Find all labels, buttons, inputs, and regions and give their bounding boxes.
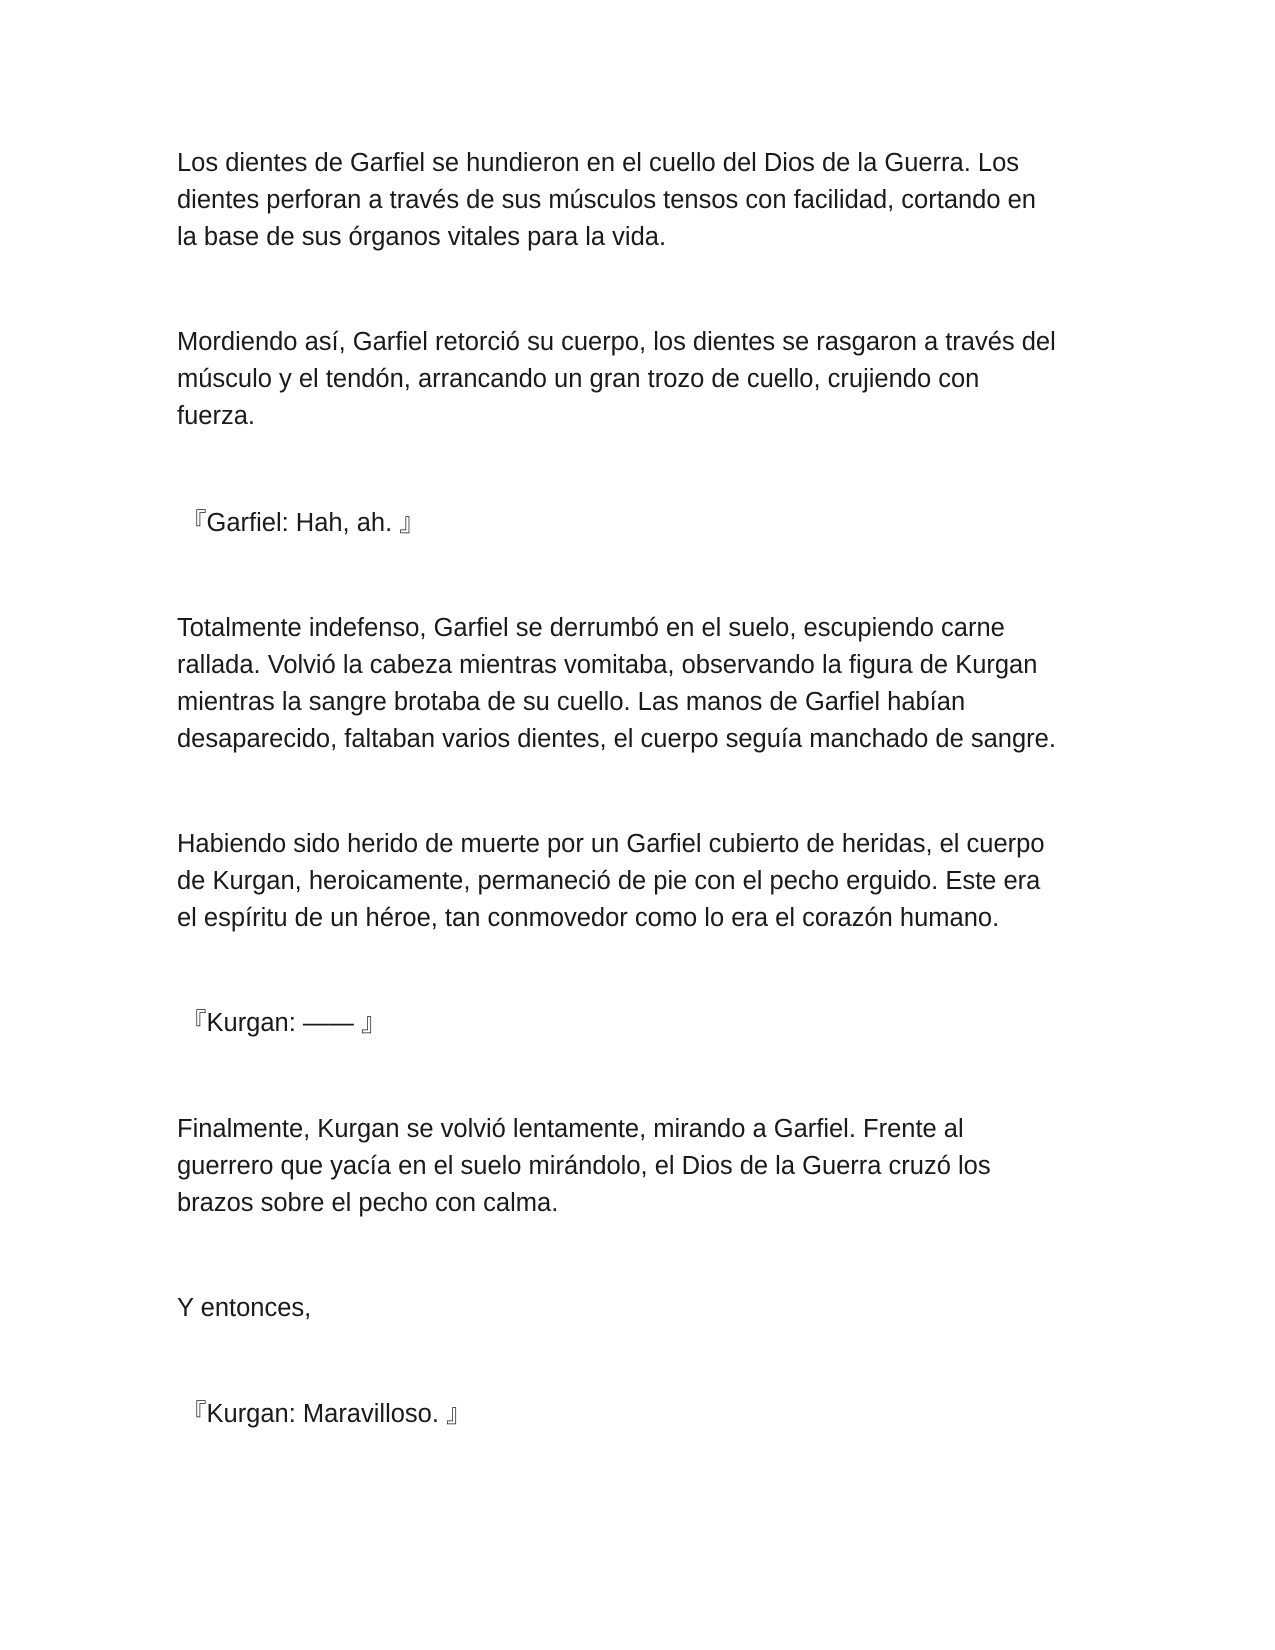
paragraph-4-line-4: desaparecido, faltaban varios dientes, el cuerpo seguía manchado de sangre. — [177, 725, 1056, 753]
paragraph-2-line-2: músculo y el tendón, arrancando un gran trozo de cuello, crujiendo con — [177, 365, 980, 393]
paragraph-5-line-1: Habiendo sido herido de muerte por un Garfiel cubierto de heridas, el cuerpo — [177, 830, 1045, 858]
dialogue-kurgan-silence: 『Kurgan: —— 』 — [181, 1009, 387, 1037]
paragraph-4-line-3: mientras la sangre brotaba de su cuello. Las manos de Garfiel habían — [177, 688, 966, 716]
dialogue-kurgan-maravilloso: 『Kurgan: Maravilloso. 』 — [181, 1400, 472, 1428]
paragraph-1-line-1: Los dientes de Garfiel se hundieron en el cuello del Dios de la Guerra. Los — [177, 149, 1020, 177]
paragraph-7-line-1: Finalmente, Kurgan se volvió lentamente, mirando a Garfiel. Frente al — [177, 1115, 964, 1143]
dialogue-garfiel: 『Garfiel: Hah, ah. 』 — [181, 509, 425, 537]
paragraph-1-line-2: dientes perforan a través de sus músculos tensos con facilidad, cortando en — [177, 186, 1036, 214]
paragraph-5-line-2: de Kurgan, heroicamente, permaneció de pie con el pecho erguido. Este era — [177, 867, 1041, 895]
paragraph-2-line-1: Mordiendo así, Garfiel retorció su cuerpo, los dientes se rasgaron a través del — [177, 328, 1056, 356]
paragraph-7-line-3: brazos sobre el pecho con calma. — [177, 1189, 559, 1217]
paragraph-2-line-3: fuerza. — [177, 402, 255, 430]
paragraph-5-line-3: el espíritu de un héroe, tan conmovedor como lo era el corazón humano. — [177, 904, 1000, 932]
paragraph-8-line-1: Y entonces, — [177, 1294, 312, 1322]
paragraph-1-line-3: la base de sus órganos vitales para la vida. — [177, 223, 667, 251]
paragraph-4-line-1: Totalmente indefenso, Garfiel se derrumbó en el suelo, escupiendo carne — [177, 614, 1005, 642]
paragraph-7-line-2: guerrero que yacía en el suelo mirándolo, el Dios de la Guerra cruzó los — [177, 1152, 991, 1180]
paragraph-4-line-2: rallada. Volvió la cabeza mientras vomitaba, observando la figura de Kurgan — [177, 651, 1038, 679]
